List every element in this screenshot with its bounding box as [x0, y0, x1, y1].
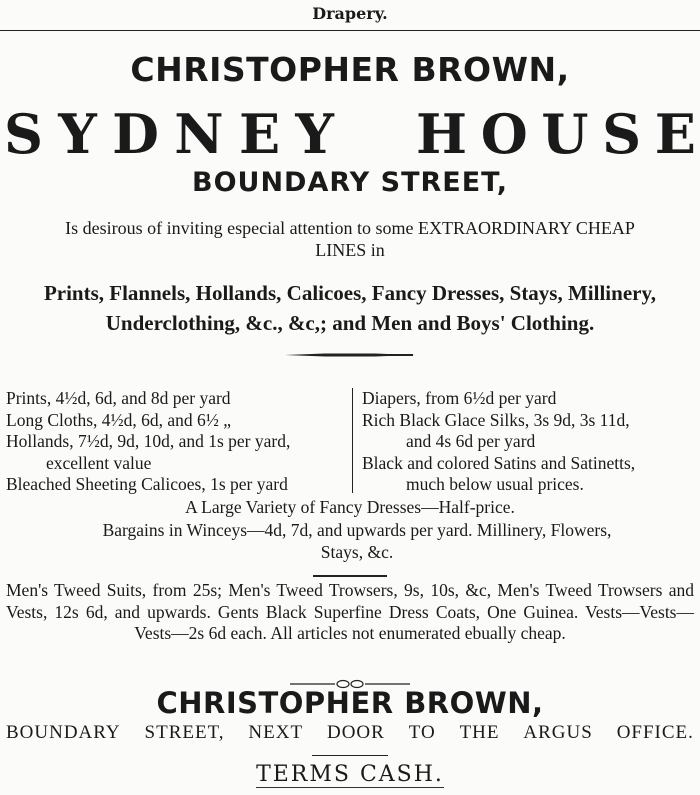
column-divider	[352, 388, 353, 493]
display-letter: E	[238, 102, 281, 166]
address-word: BOUNDARY	[6, 722, 121, 743]
display-letter: H	[416, 102, 468, 166]
product-lines	[4, 278, 696, 338]
address-line	[6, 722, 694, 744]
section-heading: Drapery.	[312, 4, 388, 23]
price-column-right	[362, 388, 697, 496]
short-rule-bottom	[312, 755, 388, 756]
display-letter: N	[174, 102, 224, 166]
price-item: Prints, 4½d, 6d, and 8d per yard	[6, 388, 231, 408]
store-name-word-1	[4, 102, 334, 166]
price-item: Rich Black Glace Silks, 3s 9d, 3s 11d,	[362, 409, 630, 430]
bargains-line-2: Stays, &c.	[320, 541, 394, 562]
display-letter: S	[4, 102, 43, 166]
ornamental-rule-icon	[285, 348, 415, 362]
intro-line-1: Is desirous of inviting especial attention to some EXTRAORDINARY CHEAP	[65, 218, 635, 238]
intro-text	[6, 217, 694, 261]
proprietor-name: CHRISTOPHER BROWN,	[130, 50, 570, 89]
address-word: OFFICE.	[616, 722, 694, 743]
short-rule	[313, 575, 387, 577]
display-letter: D	[112, 102, 159, 166]
street-name: BOUNDARY STREET,	[192, 167, 508, 198]
terms-line	[0, 762, 700, 787]
price-item: Hollands, 7½d, 9d, 10d, and 1s per yard,	[6, 431, 291, 451]
price-item: Diapers, from 6½d per yard	[362, 388, 557, 408]
terms-text: TERMS CASH.	[256, 762, 444, 787]
price-column-left	[6, 388, 351, 496]
address-word: ARGUS	[523, 722, 593, 743]
bargains-text	[20, 520, 694, 563]
store-name-word-2	[416, 102, 696, 166]
store-name	[4, 102, 696, 166]
price-item: and 4s 6d per yard	[406, 431, 536, 451]
display-letter: S	[602, 102, 642, 166]
display-letter: O	[480, 102, 528, 166]
address-word: DOOR	[326, 722, 385, 743]
display-letter: Y	[295, 102, 334, 166]
display-letter: Y	[58, 102, 97, 166]
address-word: THE	[459, 722, 500, 743]
variety-line: A Large Variety of Fancy Dresses—Half-price.	[185, 497, 515, 517]
price-item: much below usual prices.	[406, 474, 584, 494]
product-lines-1: Prints, Flannels, Hollands, Calicoes, Fancy Dresses, Stays, Millinery,	[43, 281, 657, 305]
product-lines-2: Underclothing, &c., &c,; and Men and Boys' Clothing.	[105, 311, 595, 335]
address-word: NEXT	[248, 722, 304, 743]
display-letter: U	[541, 102, 589, 166]
address-word: TO	[408, 722, 436, 743]
price-item: excellent value	[46, 452, 152, 473]
price-item: Long Cloths, 4½d, 6d, and 6½ „	[6, 409, 232, 430]
top-rule	[0, 30, 700, 31]
proprietor-name-footer: CHRISTOPHER BROWN,	[156, 686, 544, 720]
bargains-line-1: Bargains in Winceys—4d, 7d, and upwards per yard. Millinery, Flowers,	[102, 520, 612, 540]
display-letter: E	[654, 102, 696, 166]
price-item: Bleached Sheeting Calicoes, 1s per yard	[6, 474, 288, 494]
intro-line-2: LINES in	[315, 240, 385, 260]
price-item: Black and colored Satins and Satinetts,	[362, 452, 636, 473]
mens-clothing-text: Men's Tweed Suits, from 25s; Men's Tweed Trowsers, 9s, 10s, &c, Men's Tweed Trowsers and Vests, 12s 6d, and upwards. Gents Black Superfine Dress Coats, One Guinea. Vests—Vests—Vests—2s 6d each. All articles not enumerated ebually cheap.	[6, 580, 694, 643]
address-word: STREET,	[144, 722, 225, 743]
